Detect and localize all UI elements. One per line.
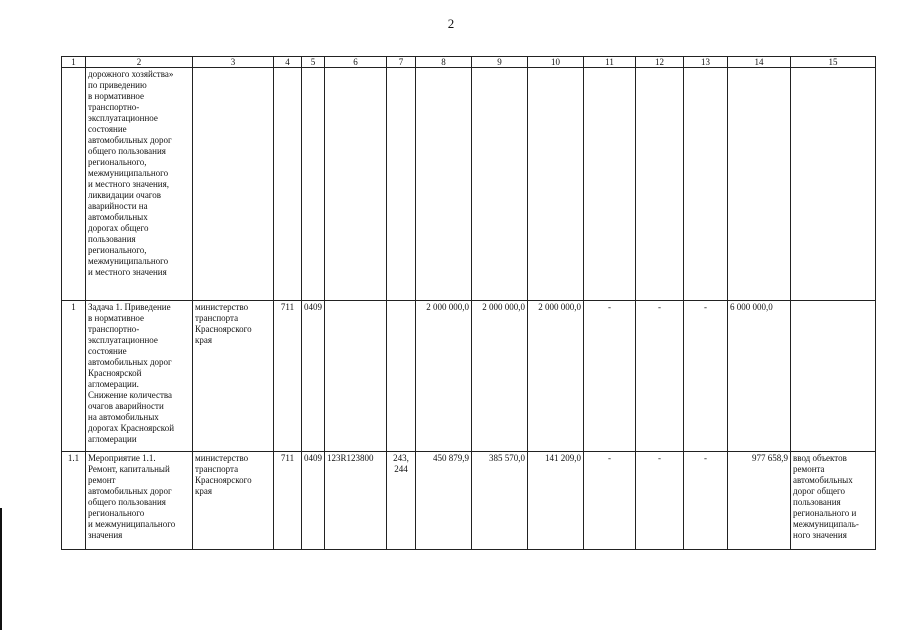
cell-col-11 (584, 68, 636, 301)
cell-number: 1.1 (62, 452, 86, 550)
col-header-5: 5 (302, 57, 325, 68)
cell-csr (325, 301, 387, 452)
col-header-15: 15 (791, 57, 876, 68)
cell-total (728, 68, 791, 301)
cell-number: 1 (62, 301, 86, 452)
cell-vr: 243, 244 (387, 452, 416, 550)
cell-year-3: 2 000 000,0 (528, 301, 584, 452)
cell-col-12: - (636, 452, 684, 550)
cell-responsible (193, 68, 274, 301)
cell-year-2: 385 570,0 (472, 452, 528, 550)
cell-col-11: - (584, 301, 636, 452)
col-header-2: 2 (86, 57, 193, 68)
cell-result (791, 301, 876, 452)
cell-col-13: - (684, 452, 728, 550)
col-header-3: 3 (193, 57, 274, 68)
cell-grbs (274, 68, 302, 301)
cell-result (791, 68, 876, 301)
cell-col-13 (684, 68, 728, 301)
column-number-row (62, 57, 876, 68)
cell-grbs: 711 (274, 301, 302, 452)
cell-col-12: - (636, 301, 684, 452)
cell-number (62, 68, 86, 301)
budget-table (61, 56, 876, 550)
cell-name: Задача 1. Приведение в нормативное транспортно- эксплуатационное состояние автомобильных дорог Красноярской агломерации. Снижение количества очагов аварийности на автомобильных дорогах Красноярской агломерации (86, 301, 193, 452)
cell-total: 6 000 000,0 (728, 301, 791, 452)
cell-year-3: 141 209,0 (528, 452, 584, 550)
cell-vr (387, 68, 416, 301)
cell-name: Мероприятие 1.1. Ремонт, капитальный ремонт автомобильных дорог общего пользования регионального и межмуниципального значения (86, 452, 193, 550)
cell-year-2: 2 000 000,0 (472, 301, 528, 452)
col-header-9: 9 (472, 57, 528, 68)
col-header-12: 12 (636, 57, 684, 68)
col-header-6: 6 (325, 57, 387, 68)
col-header-10: 10 (528, 57, 584, 68)
cell-year-2 (472, 68, 528, 301)
cell-name: дорожного хозяйства» по приведению в нормативное транспортно- эксплуатационное состояние автомобильных дорог общего пользования регионального, межмуниципального и местного значения, ликвидации очагов аварийности на автомобильных дорогах общего пользования регионального, межмуниципального и местного значения (86, 68, 193, 301)
table-row (62, 68, 876, 301)
cell-csr (325, 68, 387, 301)
cell-csr: 123R123800 (325, 452, 387, 550)
cell-col-11: - (584, 452, 636, 550)
cell-rzpr: 0409 (302, 452, 325, 550)
cell-rzpr (302, 68, 325, 301)
cell-vr (387, 301, 416, 452)
cell-year-1 (416, 68, 472, 301)
cell-year-1: 450 879,9 (416, 452, 472, 550)
cell-responsible: министерство транспорта Красноярского края (193, 301, 274, 452)
cell-result: ввод объектов ремонта автомобильных дорог общего пользования регионального и межмуниципаль- ного значения (791, 452, 876, 550)
col-header-13: 13 (684, 57, 728, 68)
col-header-8: 8 (416, 57, 472, 68)
cell-rzpr: 0409 (302, 301, 325, 452)
col-header-4: 4 (274, 57, 302, 68)
page-number: 2 (447, 16, 455, 31)
cell-year-1: 2 000 000,0 (416, 301, 472, 452)
cell-responsible: министерство транспорта Красноярского края (193, 452, 274, 550)
col-header-11: 11 (584, 57, 636, 68)
cell-year-3 (528, 68, 584, 301)
table-row (62, 452, 876, 550)
cell-total: 977 658,9 (728, 452, 791, 550)
cell-col-12 (636, 68, 684, 301)
cell-col-13: - (684, 301, 728, 452)
table-row (62, 301, 876, 452)
col-header-14: 14 (728, 57, 791, 68)
cell-grbs: 711 (274, 452, 302, 550)
col-header-7: 7 (387, 57, 416, 68)
scan-margin-line (0, 508, 2, 630)
col-header-1: 1 (62, 57, 86, 68)
